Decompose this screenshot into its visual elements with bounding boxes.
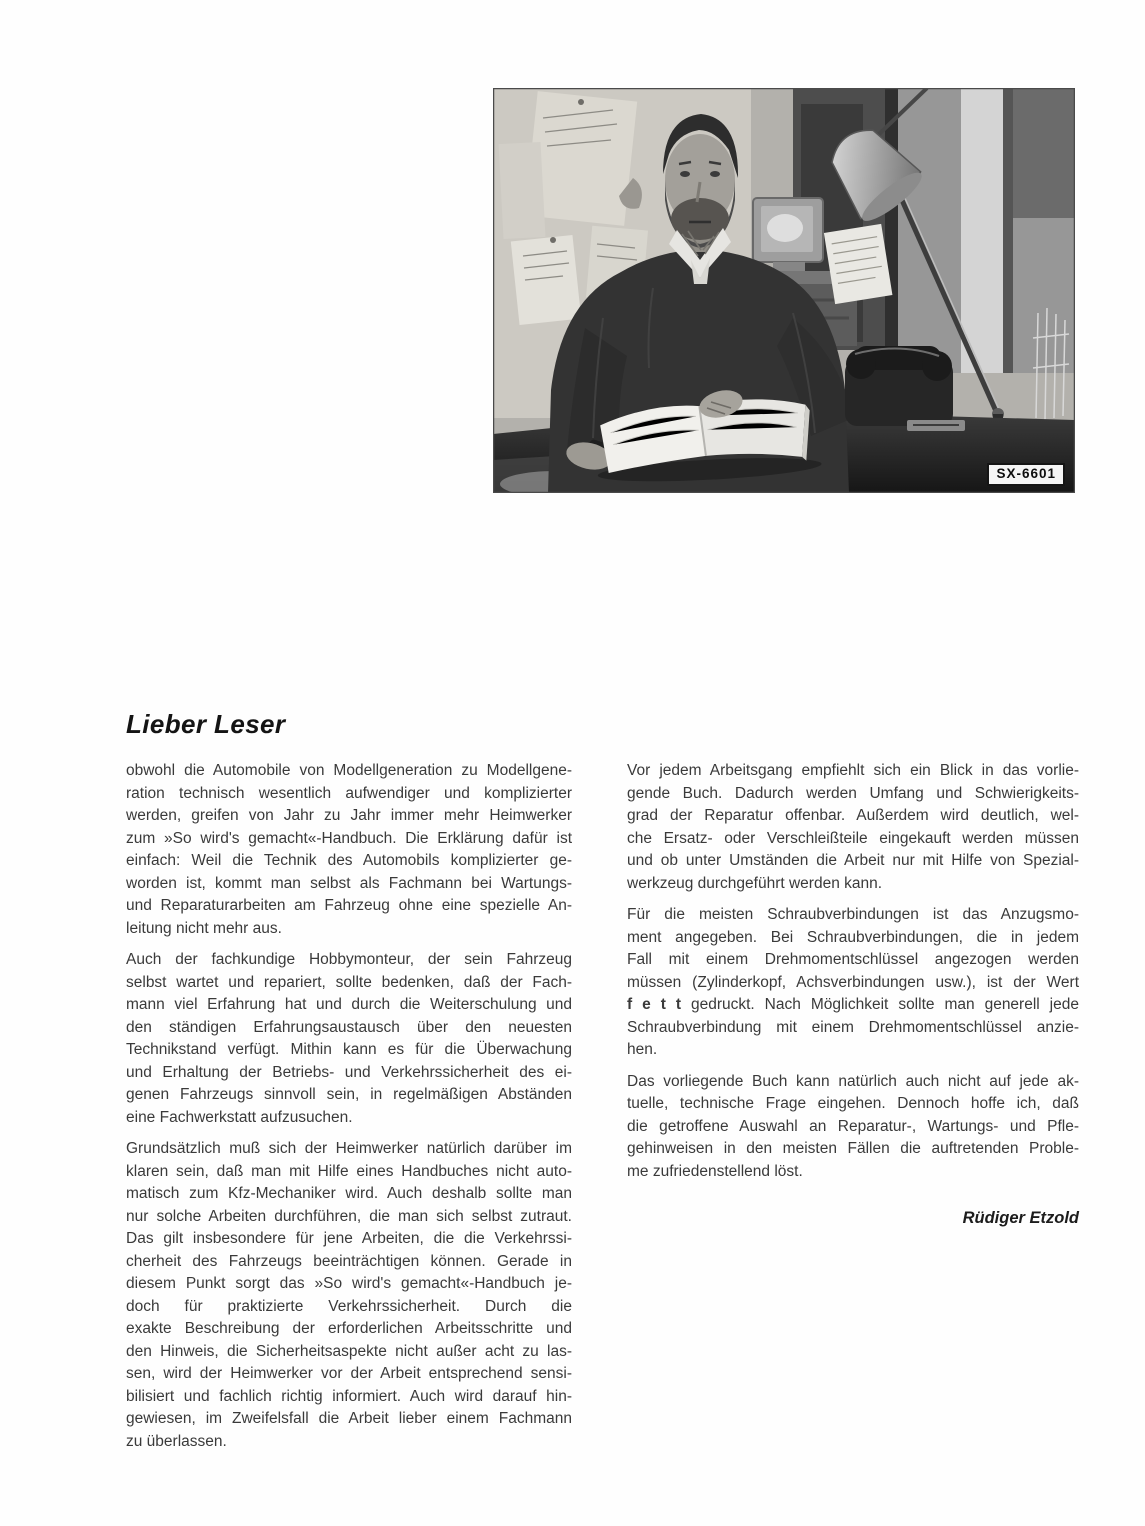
text-segment: einfach: Weil die Technik des Automobils komplizierter ge- (126, 852, 572, 869)
text-line (126, 1039, 572, 1062)
text-line (627, 972, 1079, 995)
right-text-column (627, 760, 1079, 1230)
text-segment: klaren sein, daß man mit Hilfe eines Handbuches nicht auto- (126, 1162, 572, 1180)
text-segment: sen, wird der Heimwerker vor der Arbeit entsprechend sensi- (126, 1365, 572, 1382)
text-line (126, 1363, 572, 1386)
paragraph (627, 904, 1079, 1062)
text-line (627, 1116, 1079, 1139)
text-segment: tuelle, technische Frage eingehen. Dennoch hoffe ich, daß (627, 1095, 1079, 1112)
text-segment: f e t t (627, 996, 681, 1013)
telephone (845, 346, 965, 431)
text-segment: eine Fachwerkstatt aufzusuchen. (126, 1108, 353, 1126)
text-line (126, 1296, 572, 1319)
text-segment: doch für praktizierte Verkehrssicherheit. Durch die (126, 1297, 572, 1315)
text-segment: bilisiert und fachlich richtig informiert. Auch wird darauf hin- (126, 1387, 572, 1405)
text-line (126, 1161, 572, 1184)
text-line (126, 994, 572, 1017)
text-line (126, 1386, 572, 1409)
text-segment: werkzeug durchgeführt werden kann. (627, 874, 883, 892)
paragraph (627, 760, 1079, 895)
text-segment: worden ist, kommt man selbst als Fachmann bei Wartungs- (126, 874, 572, 892)
text-segment: nur solche Arbeiten durchführen, die man sich selbst zutraut. (126, 1207, 572, 1225)
text-segment: Das vorliegende Buch kann natürlich auch nicht auf jede ak- (627, 1072, 1079, 1090)
text-line (126, 1318, 572, 1341)
text-segment: gedruckt. Nach Möglichkeit sollte man generell jede (681, 996, 1079, 1013)
text-line (627, 1138, 1079, 1161)
text-line (126, 918, 572, 941)
author-photo (493, 88, 1075, 493)
text-segment: me zufriedenstellend löst. (627, 1162, 803, 1180)
paragraph (627, 1071, 1079, 1184)
text-line (126, 783, 572, 806)
text-line (627, 994, 1079, 1017)
text-line (627, 1071, 1079, 1094)
text-segment: Auch der fachkundige Hobbymonteur, der sein Fahrzeug (126, 951, 572, 968)
text-segment: zu überlassen. (126, 1432, 227, 1450)
text-line (126, 873, 572, 896)
text-segment: Grundsätzlich muß sich der Heimwerker natürlich darüber im (126, 1140, 572, 1157)
text-segment: hen. (627, 1041, 658, 1058)
text-segment: Technikstand verfügt. Mithin kann es für die Überwachung (126, 1041, 572, 1058)
text-line (126, 895, 572, 918)
text-segment: mann viel Erfahrung hat und durch die Weiterschulung und (126, 996, 572, 1013)
text-line (126, 1341, 572, 1364)
author-signature: Rüdiger Etzold (962, 1209, 1079, 1227)
text-segment: Fall mit einem Drehmomentschlüssel angezogen werden (627, 951, 1079, 968)
text-line (126, 1206, 572, 1229)
text-segment: zum »So wird's gemacht«-Handbuch. Die Erklärung dafür ist (126, 829, 572, 847)
text-line (627, 850, 1079, 873)
text-line (627, 1093, 1079, 1116)
text-segment: selbst wartet und repariert, sollte bedenken, daß der Fach- (126, 973, 572, 991)
note-sheet (824, 224, 893, 304)
text-segment: müssen (Zylinderkopf, Achsverbindungen usw.), ist der Wert (627, 973, 1079, 991)
text-line (627, 828, 1079, 851)
text-line (126, 1251, 572, 1274)
left-text-column (126, 760, 572, 1462)
text-segment: den Hinweis, die Sicherheitsaspekte nicht außer acht zu las- (126, 1342, 572, 1360)
text-line (627, 949, 1079, 972)
text-line (126, 760, 572, 783)
text-line (126, 1408, 572, 1431)
text-line (627, 873, 1079, 896)
text-segment: ration technisch wesentlich aufwendiger und komplizierter (126, 784, 572, 802)
text-segment: diesem Punkt sorgt das »So wird's gemacht«-Handbuch je- (126, 1275, 572, 1292)
text-segment: cherheit des Fahrzeugs beeinträchtigen können. Gerade in (126, 1252, 572, 1270)
text-line (627, 904, 1079, 927)
text-line (627, 927, 1079, 950)
text-line (627, 1017, 1079, 1040)
text-segment: exakte Beschreibung der erforderlichen Arbeitsschritte und (126, 1320, 572, 1337)
text-line (126, 1183, 572, 1206)
photo-id-label: SX-6601 (987, 463, 1065, 486)
text-line (126, 1431, 572, 1454)
text-segment: obwohl die Automobile von Modellgeneration zu Modellgene- (126, 762, 572, 779)
text-segment: Das gilt insbesondere für jene Arbeiten, die die Verkehrssi- (126, 1230, 572, 1247)
text-segment: matisch zum Kfz-Mechaniker wird. Auch deshalb sollte man (126, 1185, 572, 1202)
text-segment: Für die meisten Schraubverbindungen ist das Anzugsmo- (627, 906, 1079, 923)
text-line (126, 1138, 572, 1161)
text-line (126, 949, 572, 972)
paragraph (126, 949, 572, 1129)
text-segment: leitung nicht mehr aus. (126, 919, 282, 937)
text-line (627, 1161, 1079, 1184)
text-segment: gende Buch. Dadurch werden Umfang und Schwierigkeits- (627, 784, 1079, 802)
text-line (126, 850, 572, 873)
author-photo-illustration (493, 88, 1075, 493)
text-segment: che Ersatz- oder Verschleißteile eingekauft werden müssen (627, 829, 1079, 847)
text-segment: werden, greifen von Jahr zu Jahr immer mehr Heimwerker (126, 807, 572, 824)
text-segment: die getroffene Auswahl an Reparatur-, Wartungs- und Pfle- (627, 1117, 1079, 1135)
text-segment: und Reparaturarbeiten am Fahrzeug ohne eine spezielle An- (126, 897, 572, 914)
text-segment: gehinweisen in den meisten Fällen die auftretenden Proble- (627, 1140, 1079, 1157)
text-line (126, 1273, 572, 1296)
text-line (126, 1017, 572, 1040)
text-segment: Vor jedem Arbeitsgang empfiehlt sich ein Blick in das vorlie- (627, 762, 1079, 779)
text-line (126, 805, 572, 828)
text-segment: den ständigen Erfahrungsaustausch über den neuesten (126, 1018, 572, 1036)
paragraph (126, 1138, 572, 1453)
text-segment: Schraubverbindung mit einem Drehmomentschlüssel anzie- (627, 1018, 1079, 1036)
text-segment: ment angegeben. Bei Schraubverbindungen, die in jedem (627, 928, 1079, 946)
text-line (126, 1062, 572, 1085)
text-line (627, 805, 1079, 828)
text-line (126, 1107, 572, 1130)
text-segment: genen Fahrzeugs sinnvoll sein, in regelmäßigen Abständen (126, 1086, 572, 1103)
text-line (627, 783, 1079, 806)
text-segment: und Erhaltung der Betriebs- und Verkehrssicherheit des ei- (126, 1063, 572, 1081)
text-line (627, 760, 1079, 783)
right-column-paragraphs (627, 760, 1079, 1183)
page-heading: Lieber Leser (126, 709, 286, 739)
text-line (126, 828, 572, 851)
text-line (126, 1084, 572, 1107)
text-line (126, 972, 572, 995)
text-line (627, 1039, 1079, 1062)
paragraph (126, 760, 572, 940)
text-segment: gewiesen, im Zweifelsfall die Arbeit lieber einem Fachmann (126, 1410, 572, 1427)
text-segment: und ob unter Umständen die Arbeit nur mit Hilfe von Spezial- (627, 852, 1079, 869)
text-line (126, 1228, 572, 1251)
text-segment: grad der Reparatur offenbar. Außerdem wird deutlich, wel- (627, 807, 1079, 824)
